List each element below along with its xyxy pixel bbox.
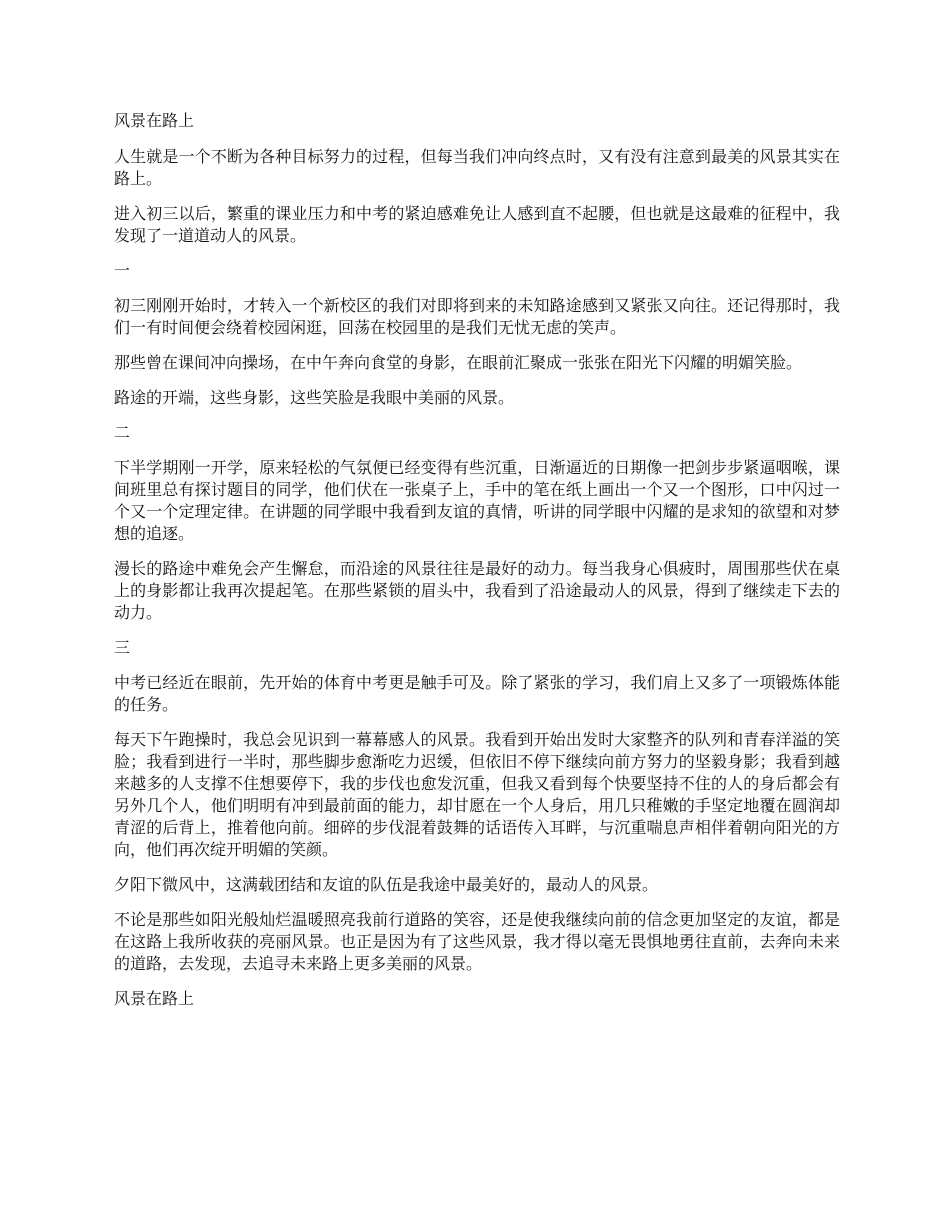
- paragraph: 中考已经近在眼前，先开始的体育中考更是触手可及。除了紧张的学习，我们肩上又多了一项锻炼体能的任务。: [114, 673, 840, 714]
- paragraph: 人生就是一个不断为各种目标努力的过程，但每当我们冲向终点时，又有没有注意到最美的风景其实在路上。: [114, 147, 840, 188]
- document-body: [114, 110, 840, 1023]
- section-heading: 二: [114, 423, 131, 442]
- paragraph: 那些曾在课间冲向操场，在中午奔向食堂的身影，在眼前汇聚成一张张在阳光下闪耀的明媚笑脸。: [114, 353, 803, 372]
- document-title: 风景在路上: [114, 111, 195, 130]
- closing-title: 风景在路上: [114, 989, 195, 1008]
- paragraph: 路途的开端，这些身影，这些笑脸是我眼中美丽的风景。: [114, 388, 515, 407]
- paragraph: 初三刚刚开始时，才转入一个新校区的我们对即将到来的未知路途感到又紧张又向往。还记得那时，我们一有时间便会绕着校园闲逛，回荡在校园里的是我们无忧无虑的笑声。: [114, 296, 840, 337]
- paragraph: 漫长的路途中难免会产生懈怠，而沿途的风景往往是最好的动力。每当我身心俱疲时，周围那些伏在桌上的身影都让我再次提起笔。在那些紧锁的眉头中，我看到了沿途最动人的风景，得到了继续走下去的动力。: [114, 559, 840, 622]
- paragraph: 进入初三以后，繁重的课业压力和中考的紧迫感难免让人感到直不起腰，但也就是这最难的征程中，我发现了一道道动人的风景。: [114, 204, 840, 245]
- paragraph: 不论是那些如阳光般灿烂温暖照亮我前行道路的笑容，还是使我继续向前的信念更加坚定的友谊，都是在这路上我所收获的亮丽风景。也正是因为有了这些风景，我才得以毫无畏惧地勇往直前，去奔向未来的道路，去发现，去追寻未来路上更多美丽的风景。: [114, 910, 840, 973]
- paragraph: 每天下午跑操时，我总会见识到一幕幕感人的风景。我看到开始出发时大家整齐的队列和青春洋溢的笑脸；我看到进行一半时，那些脚步愈渐吃力迟缓，但依旧不停下继续向前方努力的坚毅身影；我看到越来越多的人支撑不住想要停下，我的步伐也愈发沉重，但我又看到每个快要坚持不住的人的身后都会有另外几个人，他们明明有冲到最前面的能力，却甘愿在一个人身后，用几只稚嫩的手坚定地覆在圆润却青涩的后背上，推着他向前。细碎的步伐混着鼓舞的话语传入耳畔，与沉重喘息声相伴着朝向阳光的方向，他们再次绽开明媚的笑颜。: [114, 730, 840, 859]
- section-heading: 三: [114, 638, 131, 657]
- paragraph: 夕阳下微风中，这满载团结和友谊的队伍是我途中最美好的，最动人的风景。: [114, 875, 659, 894]
- section-heading: 一: [114, 261, 131, 280]
- paragraph: 下半学期刚一开学，原来轻松的气氛便已经变得有些沉重，日渐逼近的日期像一把剑步步紧逼咽喉，课间班里总有探讨题目的同学，他们伏在一张桌子上，手中的笔在纸上画出一个又一个图形，口中闪过一个又一个定理定律。在讲题的同学眼中我看到友谊的真情，听讲的同学眼中闪耀的是求知的欲望和对梦想的追逐。: [114, 458, 840, 543]
